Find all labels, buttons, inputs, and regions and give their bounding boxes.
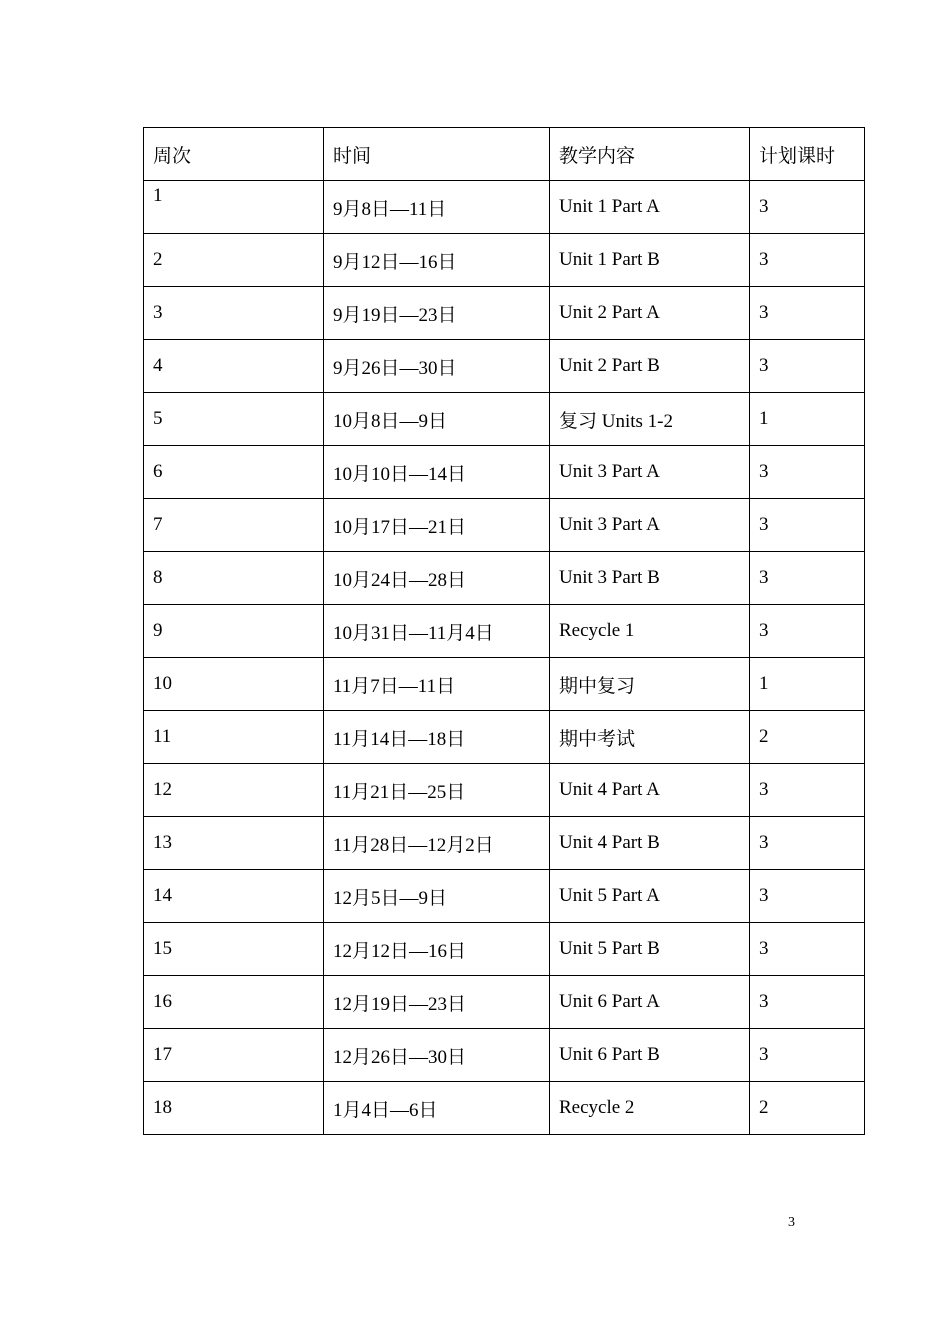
cell-week: 18 [144, 1082, 324, 1135]
cell-content: Recycle 1 [550, 605, 750, 658]
cell-hours: 3 [750, 446, 865, 499]
cell-week: 8 [144, 552, 324, 605]
cell-content: Unit 6 Part A [550, 976, 750, 1029]
cell-content: 期中复习 [550, 658, 750, 711]
cell-content: Unit 3 Part A [550, 499, 750, 552]
cell-hours: 2 [750, 711, 865, 764]
table-row [144, 1082, 865, 1135]
cell-time: 9月12日—16日 [324, 234, 550, 287]
cell-time: 12月26日—30日 [324, 1029, 550, 1082]
cell-week: 2 [144, 234, 324, 287]
cell-week: 5 [144, 393, 324, 446]
cell-hours: 3 [750, 340, 865, 393]
cell-time: 11月14日—18日 [324, 711, 550, 764]
table-body [144, 181, 865, 1135]
cell-content: Unit 1 Part B [550, 234, 750, 287]
cell-time: 11月7日—11日 [324, 658, 550, 711]
cell-hours: 3 [750, 552, 865, 605]
table-row [144, 923, 865, 976]
cell-week: 7 [144, 499, 324, 552]
cell-week: 14 [144, 870, 324, 923]
table-header-row [144, 128, 865, 181]
cell-time: 11月28日—12月2日 [324, 817, 550, 870]
cell-hours: 2 [750, 1082, 865, 1135]
cell-time: 10月8日—9日 [324, 393, 550, 446]
table-row [144, 287, 865, 340]
cell-hours: 1 [750, 658, 865, 711]
cell-week: 10 [144, 658, 324, 711]
header-time: 时间 [324, 128, 550, 181]
cell-time: 10月17日—21日 [324, 499, 550, 552]
header-hours: 计划课时 [750, 128, 865, 181]
cell-time: 9月26日—30日 [324, 340, 550, 393]
table-row [144, 976, 865, 1029]
cell-content: Unit 5 Part A [550, 870, 750, 923]
cell-time: 10月24日—28日 [324, 552, 550, 605]
cell-week: 6 [144, 446, 324, 499]
cell-hours: 3 [750, 1029, 865, 1082]
cell-hours: 3 [750, 817, 865, 870]
cell-hours: 3 [750, 499, 865, 552]
table-row [144, 1029, 865, 1082]
cell-hours: 3 [750, 764, 865, 817]
cell-week: 3 [144, 287, 324, 340]
cell-week: 9 [144, 605, 324, 658]
table-row [144, 605, 865, 658]
cell-content: Unit 4 Part B [550, 817, 750, 870]
table-row [144, 870, 865, 923]
cell-week: 15 [144, 923, 324, 976]
cell-content: Unit 4 Part A [550, 764, 750, 817]
page-number: 3 [788, 1215, 795, 1230]
cell-week: 4 [144, 340, 324, 393]
cell-time: 10月31日—11月4日 [324, 605, 550, 658]
cell-week: 13 [144, 817, 324, 870]
cell-content: Unit 3 Part A [550, 446, 750, 499]
cell-hours: 3 [750, 976, 865, 1029]
cell-content: 期中考试 [550, 711, 750, 764]
teaching-schedule-table [143, 127, 865, 1135]
cell-time: 12月12日—16日 [324, 923, 550, 976]
cell-content: Unit 6 Part B [550, 1029, 750, 1082]
table-row [144, 499, 865, 552]
cell-content: Recycle 2 [550, 1082, 750, 1135]
cell-week: 12 [144, 764, 324, 817]
cell-week: 16 [144, 976, 324, 1029]
cell-time: 1月4日—6日 [324, 1082, 550, 1135]
header-content: 教学内容 [550, 128, 750, 181]
cell-content: Unit 5 Part B [550, 923, 750, 976]
header-week: 周次 [144, 128, 324, 181]
table-row [144, 393, 865, 446]
cell-hours: 3 [750, 181, 865, 234]
table-row [144, 446, 865, 499]
cell-time: 11月21日—25日 [324, 764, 550, 817]
cell-hours: 3 [750, 605, 865, 658]
cell-content: Unit 1 Part A [550, 181, 750, 234]
cell-content: Unit 2 Part B [550, 340, 750, 393]
table-row [144, 658, 865, 711]
table-row [144, 764, 865, 817]
cell-week: 11 [144, 711, 324, 764]
cell-hours: 3 [750, 923, 865, 976]
cell-content: Unit 3 Part B [550, 552, 750, 605]
table-row [144, 817, 865, 870]
cell-week: 1 [144, 181, 324, 234]
cell-time: 9月8日—11日 [324, 181, 550, 234]
cell-hours: 3 [750, 287, 865, 340]
cell-time: 12月19日—23日 [324, 976, 550, 1029]
cell-hours: 1 [750, 393, 865, 446]
table-row [144, 181, 865, 234]
table-row [144, 552, 865, 605]
cell-time: 9月19日—23日 [324, 287, 550, 340]
table-row [144, 340, 865, 393]
cell-content: 复习 Units 1-2 [550, 393, 750, 446]
cell-hours: 3 [750, 234, 865, 287]
cell-time: 10月10日—14日 [324, 446, 550, 499]
cell-week: 17 [144, 1029, 324, 1082]
table-row [144, 234, 865, 287]
cell-content: Unit 2 Part A [550, 287, 750, 340]
cell-time: 12月5日—9日 [324, 870, 550, 923]
cell-hours: 3 [750, 870, 865, 923]
table-row [144, 711, 865, 764]
